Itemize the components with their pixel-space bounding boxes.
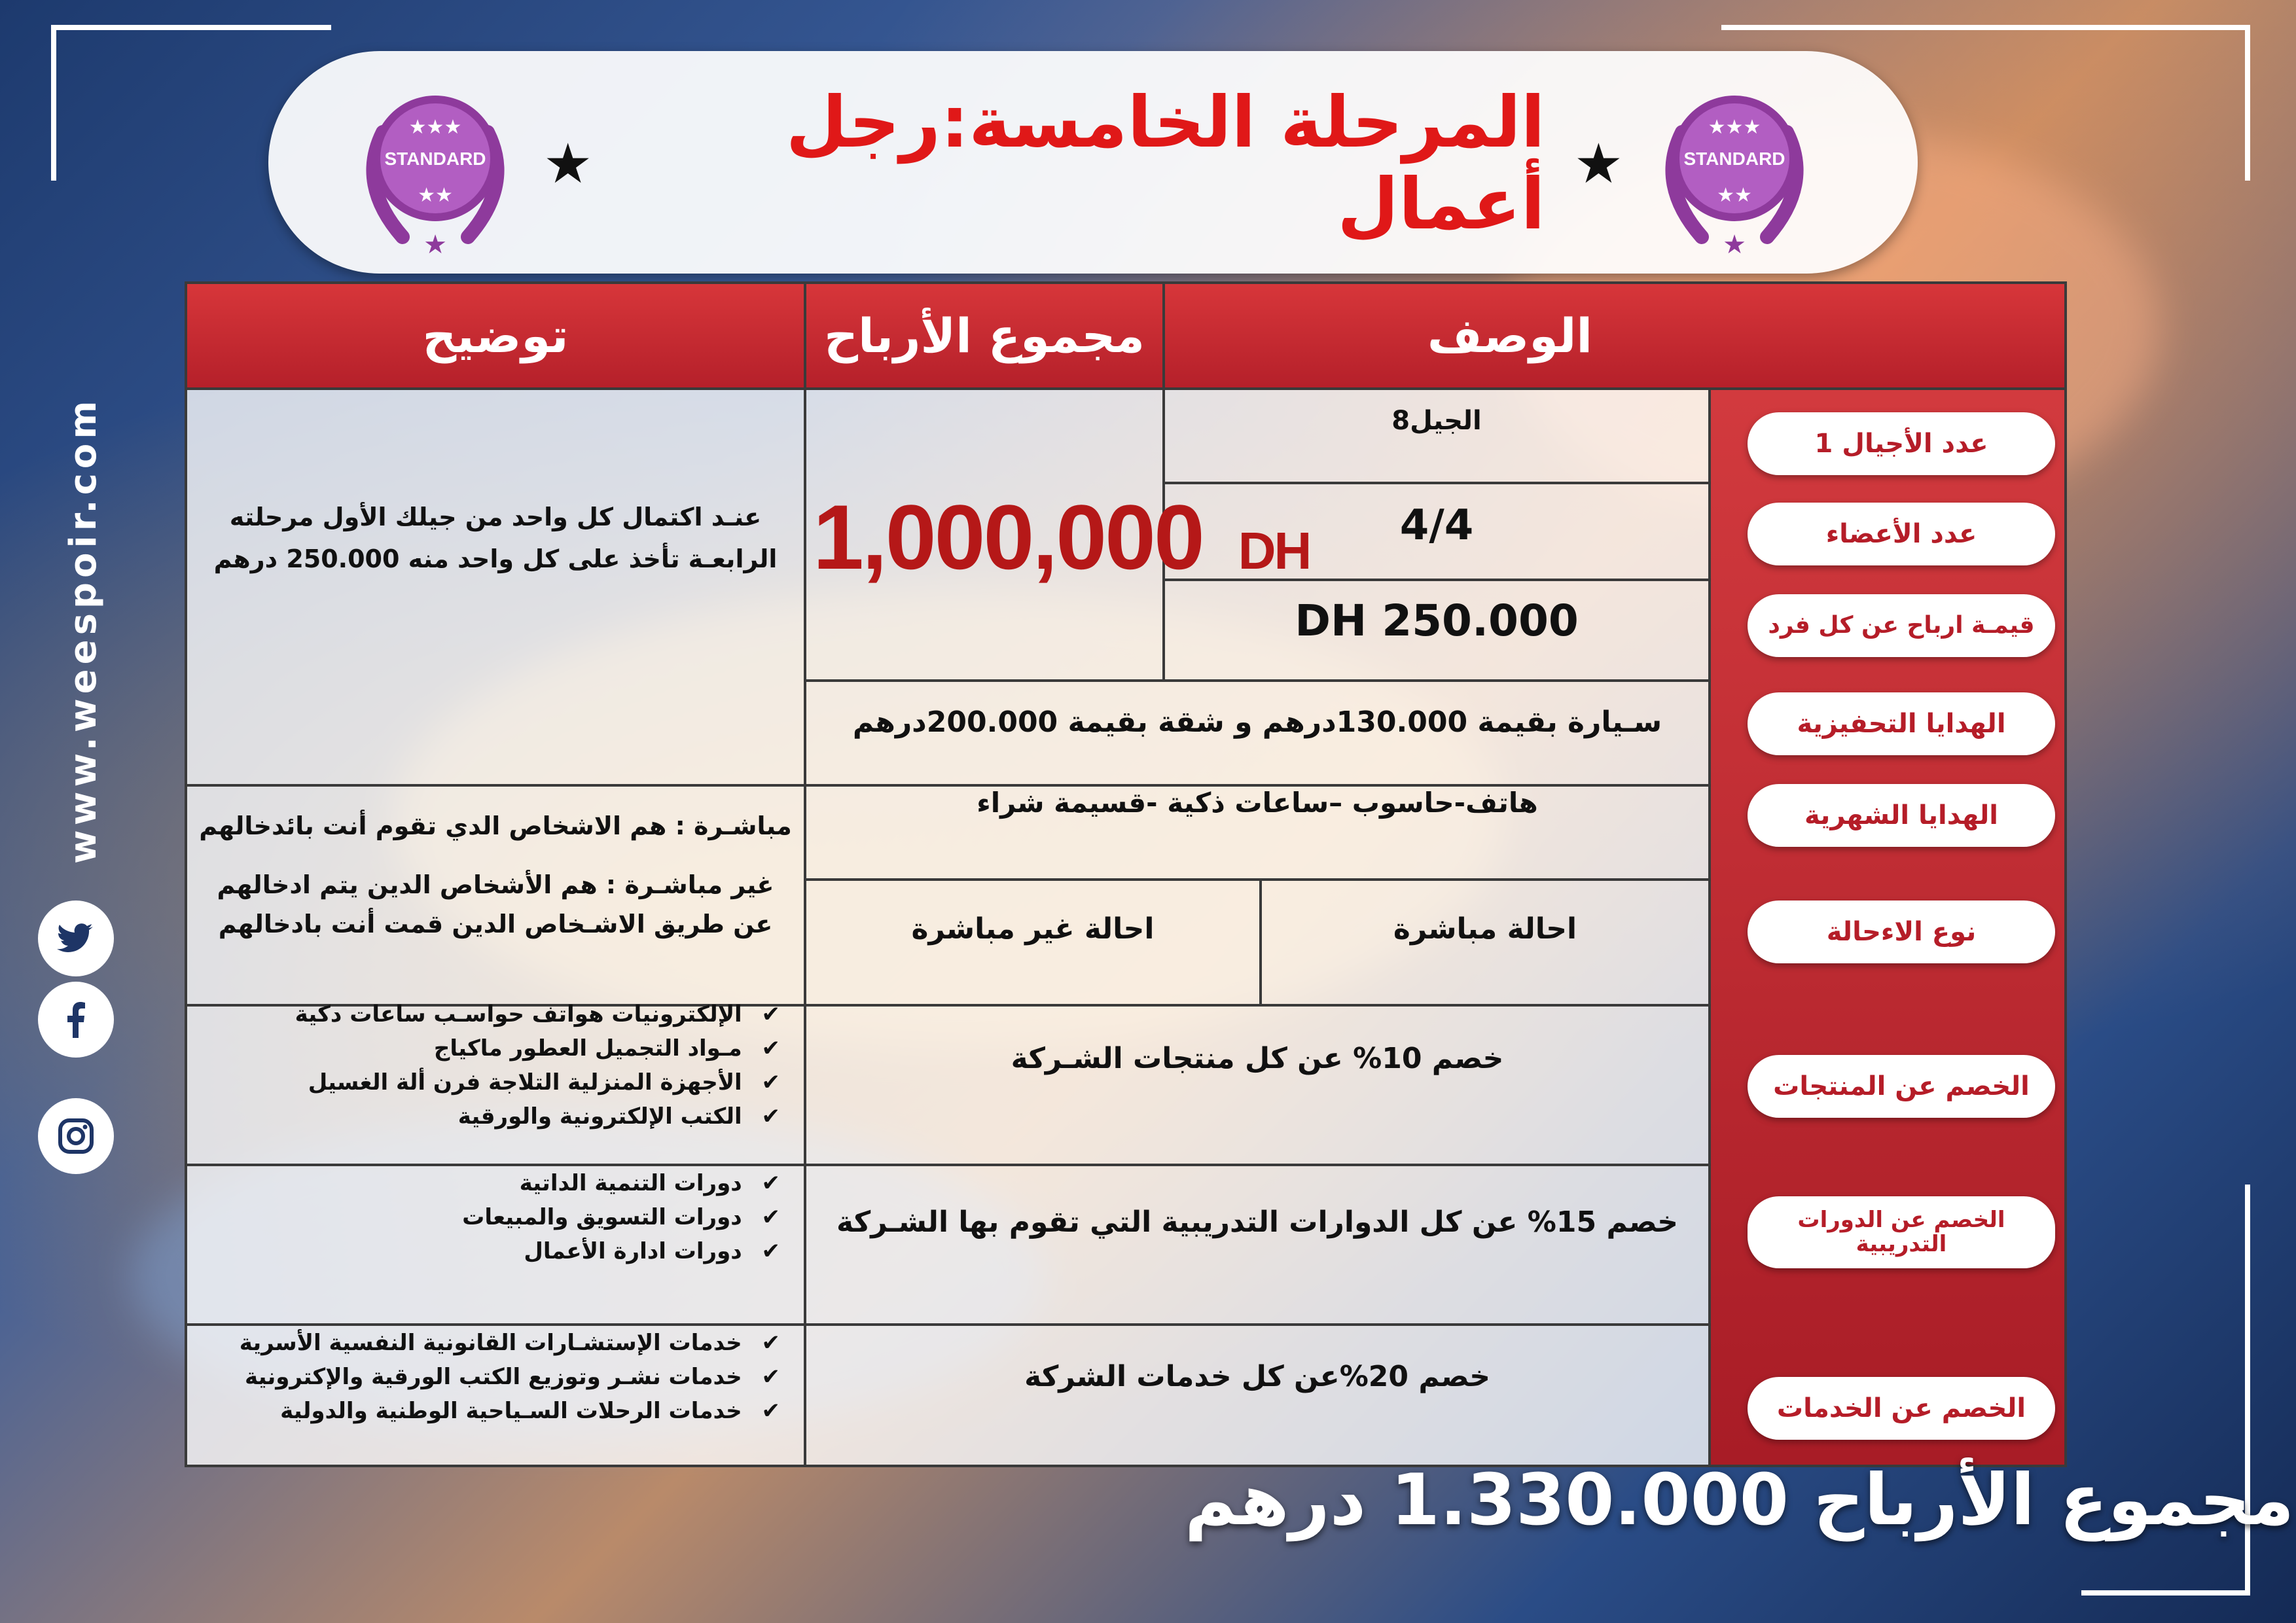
profit-per-person-value: 250.000 DH bbox=[1295, 596, 1579, 646]
profit-amount-value: 1,000,000 bbox=[813, 486, 1203, 588]
list-item: ✔ خدمات الإستشـارات القانونية النفسية الأسرية bbox=[217, 1326, 780, 1360]
incentive-gifts-value: سـيارة بقيمة 130.000درهم و شقة بقيمة 200.000درهم bbox=[852, 705, 1662, 739]
standard-badge-left-icon bbox=[337, 73, 533, 270]
title-row bbox=[543, 82, 1623, 245]
profit-amount bbox=[813, 484, 1310, 590]
indirect-definition-line-1: غير مباشـرة : هم الأشخاص الدين يتم ادخالهم bbox=[217, 870, 774, 899]
svg-text:★: ★ bbox=[1723, 230, 1746, 260]
indirect-definition-line-2: عن طريق الاشـخاص الدين قمت أنت بادخالهم bbox=[218, 910, 773, 938]
list-item: ✔ مـواد التجميل العطور ماكياج bbox=[257, 1031, 780, 1065]
page-title: المرحلة الخامسة:رجل أعمال bbox=[785, 82, 1545, 245]
column-header-description: الوصف bbox=[1162, 281, 2067, 390]
completion-line-2: الرابعـة تأخذ على كل واحد منه 250.000 درهم bbox=[213, 544, 778, 573]
label-profit-per-person: قيمـة ارباح عن كل فرد bbox=[1748, 594, 2055, 657]
svg-text:★★★: ★★★ bbox=[408, 116, 462, 139]
svg-text:★★★: ★★★ bbox=[1708, 116, 1761, 139]
list-item: ✔ الأجهزة المنزلية التلاجة فرن ألة الغسيل bbox=[257, 1065, 780, 1099]
products-list bbox=[257, 997, 780, 1133]
facebook-icon[interactable] bbox=[38, 982, 114, 1058]
direct-definition: مباشـرة : هم الاشخاص الدي تقوم أنت بائدخالهم bbox=[199, 812, 792, 840]
course-discount-value: خصم 15% عن كل الدوارات التدريبية التي تقوم بها الشـركة bbox=[836, 1205, 1679, 1239]
course-discount-value-cell bbox=[804, 1164, 1711, 1326]
instagram-icon[interactable] bbox=[38, 1098, 114, 1174]
twitter-icon[interactable] bbox=[38, 901, 114, 976]
svg-text:STANDARD: STANDARD bbox=[384, 149, 486, 169]
label-product-discount: الخصم عن المنتجات bbox=[1748, 1055, 2055, 1118]
list-item: ✔ خدمات الرحلات السـياحية الوطنية والدولية bbox=[217, 1394, 780, 1428]
star-icon: ★ bbox=[1573, 132, 1623, 196]
indirect-referral-value: احالة غير مباشرة bbox=[911, 912, 1155, 946]
star-icon: ★ bbox=[543, 132, 593, 196]
list-item: ✔ دورات التنمية الداتية bbox=[257, 1166, 780, 1200]
plan-table bbox=[185, 281, 2067, 1467]
list-item: ✔ خدمات نشـر وتوزيع الكتب الورقية والإكترونية bbox=[217, 1360, 780, 1394]
label-monthly-gifts: الهدايا الشهرية bbox=[1748, 784, 2055, 847]
service-discount-value: خصم 20%عن كل خدمات الشركة bbox=[1024, 1360, 1490, 1393]
svg-text:★★: ★★ bbox=[418, 184, 453, 207]
svg-text:★: ★ bbox=[423, 230, 447, 260]
list-item: ✔ الكتب الإلكترونية والورقية bbox=[257, 1099, 780, 1133]
services-list bbox=[217, 1326, 780, 1428]
label-service-discount: الخصم عن الخدمات bbox=[1748, 1377, 2055, 1440]
label-incentive-gifts: الهدايا التحفيزية bbox=[1748, 692, 2055, 755]
standard-badge-right-icon bbox=[1636, 73, 1833, 270]
svg-text:★★: ★★ bbox=[1717, 184, 1752, 207]
column-header-explanation: توضيح bbox=[185, 281, 806, 390]
monthly-gifts-value: هاتف-حاسوب –ساعات ذكية -قسيمة شراء bbox=[977, 787, 1538, 819]
members-value: 4/4 bbox=[1399, 501, 1474, 550]
label-generations: عدد الأجيال 1 bbox=[1748, 412, 2055, 475]
svg-text:STANDARD: STANDARD bbox=[1683, 149, 1785, 169]
direct-referral-value: احالة مباشرة bbox=[1393, 912, 1577, 946]
label-members: عدد الأعضاء bbox=[1748, 503, 2055, 565]
profit-amount-unit: DH bbox=[1238, 522, 1310, 580]
completion-line-1: عنـد اكتمال كل واحد من جيلك الأول مرحلته bbox=[229, 503, 762, 531]
column-header-profits: مجموع الأرباح bbox=[804, 281, 1165, 390]
explanation-completion-cell bbox=[185, 387, 806, 787]
list-item: ✔ دورات ادارة الأعمال bbox=[257, 1234, 780, 1268]
product-discount-value: خصم 10% عن كل منتجات الشـركة bbox=[1011, 1042, 1504, 1075]
product-discount-value-cell bbox=[804, 1004, 1711, 1166]
service-discount-value-cell bbox=[804, 1323, 1711, 1467]
label-referral-type: نوع الاءحالة bbox=[1748, 901, 2055, 963]
list-item: ✔ الإلكترونيات هواتف حواسـب ساعات دكية bbox=[257, 997, 780, 1031]
generations-value-cell bbox=[1162, 387, 1711, 484]
generations-value: الجيل8 bbox=[1391, 406, 1482, 436]
website-url[interactable]: www.weespoir.com bbox=[62, 396, 105, 864]
label-course-discount: الخصم عن الدورات التدريبية bbox=[1748, 1196, 2055, 1268]
list-item: ✔ دورات التسويق والمبيعات bbox=[257, 1200, 780, 1234]
total-profit: مجموع الأرباح 1.330.000 درهم bbox=[1185, 1459, 2295, 1541]
courses-list bbox=[257, 1166, 780, 1268]
